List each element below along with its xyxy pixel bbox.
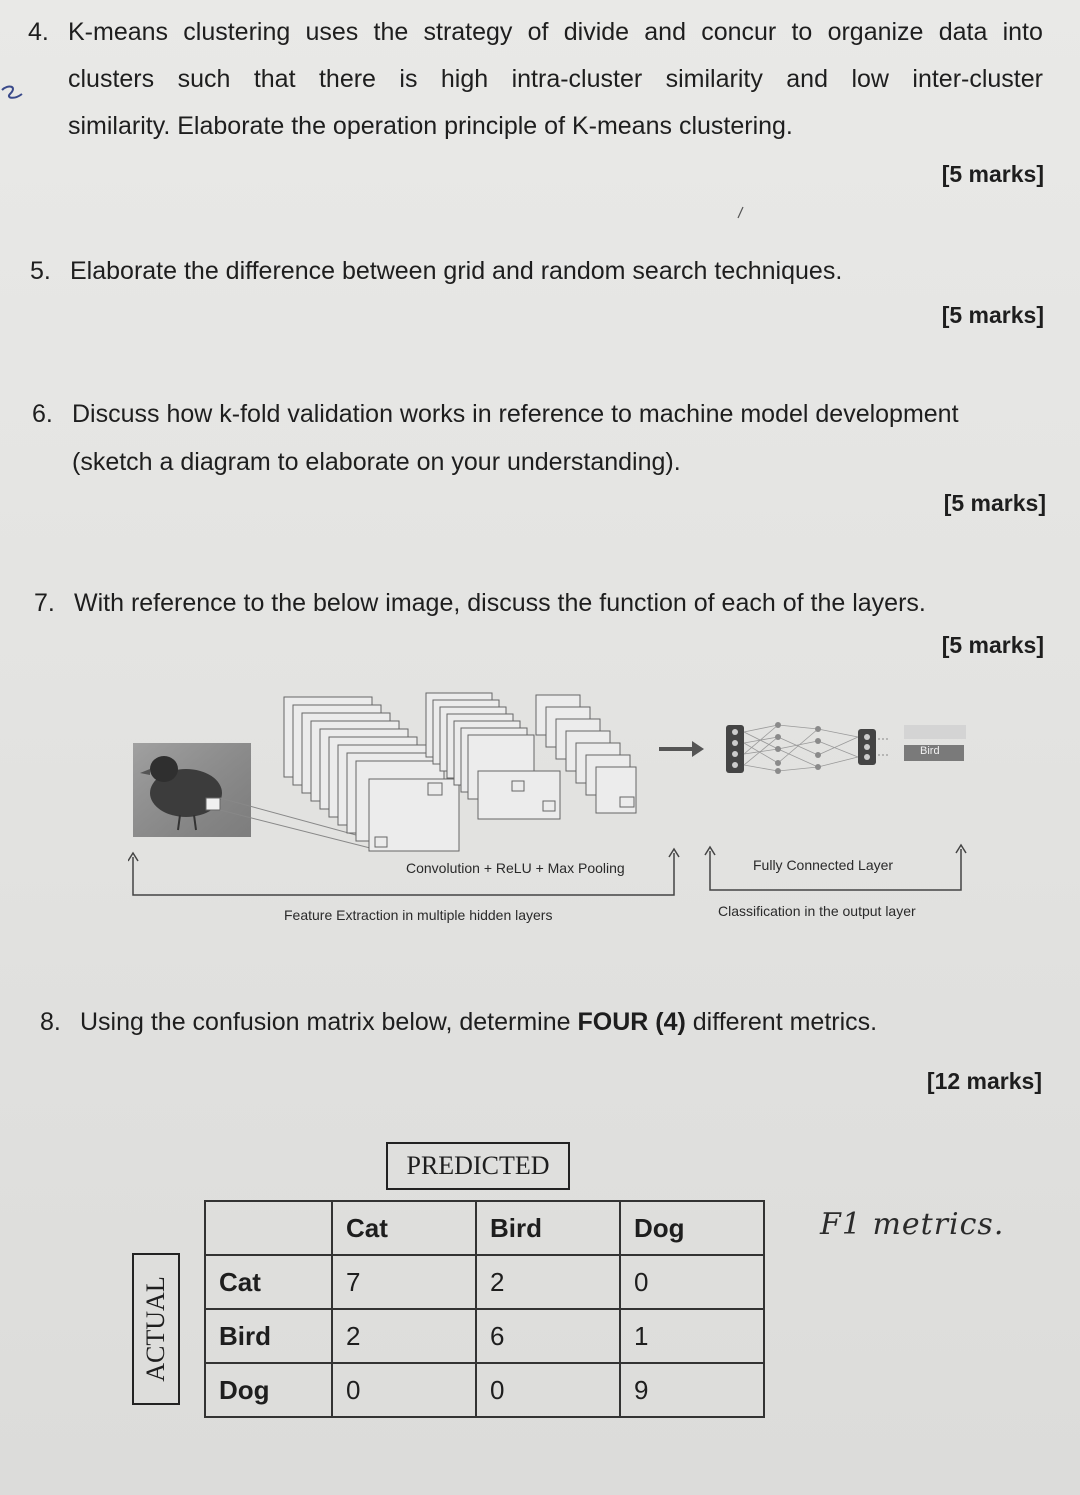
predicted-label: PREDICTED (406, 1151, 550, 1180)
word: that (253, 65, 296, 93)
matrix-cell: 1 (620, 1309, 764, 1363)
question-text-line (68, 18, 1043, 47)
word: the (373, 18, 409, 46)
matrix-row (205, 1255, 764, 1309)
matrix-cell: 6 (476, 1309, 620, 1363)
question-number: 6. (32, 400, 53, 428)
matrix-row (205, 1309, 764, 1363)
marks-label: [5 marks] (943, 490, 1046, 516)
matrix-cell: 2 (332, 1309, 476, 1363)
output-box-inactive (904, 725, 966, 739)
word: data (938, 18, 988, 46)
question-number: 5. (30, 257, 51, 285)
matrix-cell: 0 (476, 1363, 620, 1417)
pen-mark-icon (736, 206, 746, 220)
matrix-cell: 7 (332, 1255, 476, 1309)
question-text-line (68, 65, 1043, 94)
pen-mark-icon (0, 80, 30, 110)
word: and (786, 65, 828, 93)
bird-image (133, 743, 251, 837)
word: uses (305, 18, 359, 46)
question-number: 8. (40, 1008, 61, 1036)
actual-label: ACTUAL (141, 1276, 170, 1382)
matrix-cell: 0 (332, 1363, 476, 1417)
output-class-label: Bird (920, 745, 940, 757)
predicted-header (386, 1142, 570, 1190)
question-number: 4. (28, 18, 49, 46)
matrix-header-row (205, 1201, 764, 1255)
handwritten-note: F1 metrics. (820, 1207, 1005, 1242)
word: there (318, 65, 376, 93)
cnn-diagram (128, 685, 968, 935)
question-text-emphasis: FOUR (4) (577, 1008, 686, 1036)
word: into (1002, 18, 1043, 46)
word: strategy (423, 18, 513, 46)
word: inter-cluster (912, 65, 1043, 93)
cnn-diagram-graphic (128, 685, 968, 935)
marks-label: [12 marks] (926, 1068, 1042, 1094)
feature-extraction-label: Feature Extraction in multiple hidden layers (284, 907, 553, 923)
marks-label: [5 marks] (941, 161, 1044, 187)
neural-network-icon (726, 722, 888, 774)
matrix-cell: 2 (476, 1255, 620, 1309)
question-text-line: (sketch a diagram to elaborate on your understanding). (72, 448, 681, 476)
word: clusters (68, 65, 155, 93)
column-header: Bird (476, 1201, 620, 1255)
word: and (644, 18, 686, 46)
question-text-line (80, 1008, 877, 1037)
marks-label: [5 marks] (941, 302, 1044, 328)
word: clustering (183, 18, 291, 46)
actual-header (132, 1253, 180, 1405)
row-header: Dog (205, 1363, 332, 1417)
confusion-matrix (204, 1200, 765, 1418)
matrix-row (205, 1363, 764, 1417)
row-header: Cat (205, 1255, 332, 1309)
question-number: 7. (34, 589, 55, 617)
marks-label: [5 marks] (941, 632, 1044, 658)
column-header: Dog (620, 1201, 764, 1255)
matrix-cell: 0 (620, 1255, 764, 1309)
column-header: Cat (332, 1201, 476, 1255)
word: such (177, 65, 231, 93)
convolution-label: Convolution + ReLU + Max Pooling (406, 860, 625, 876)
matrix-corner-cell (205, 1201, 332, 1255)
word: organize (827, 18, 924, 46)
question-text-line: Discuss how k-fold validation works in reference to machine model development (72, 400, 959, 428)
question-text-line: Elaborate the difference between grid and random search techniques. (70, 257, 843, 285)
word: to (791, 18, 813, 46)
fully-connected-label: Fully Connected Layer (753, 857, 894, 873)
classification-label: Classification in the output layer (718, 903, 916, 919)
word: of (527, 18, 549, 46)
word: is (399, 65, 418, 93)
word: divide (563, 18, 630, 46)
word: low (851, 65, 889, 93)
arrow-icon (659, 741, 704, 757)
matrix-cell: 9 (620, 1363, 764, 1417)
word: concur (701, 18, 777, 46)
word: similarity (665, 65, 763, 93)
question-text-line: With reference to the below image, discuss the function of each of the layers. (74, 589, 926, 617)
word: K-means (68, 18, 169, 46)
row-header: Bird (205, 1309, 332, 1363)
word: high (440, 65, 489, 93)
question-text: different metrics. (685, 1008, 878, 1036)
question-text: Using the confusion matrix below, determine (80, 1008, 578, 1036)
word: intra-cluster (511, 65, 643, 93)
question-text-line: similarity. Elaborate the operation principle of K-means clustering. (68, 112, 793, 140)
